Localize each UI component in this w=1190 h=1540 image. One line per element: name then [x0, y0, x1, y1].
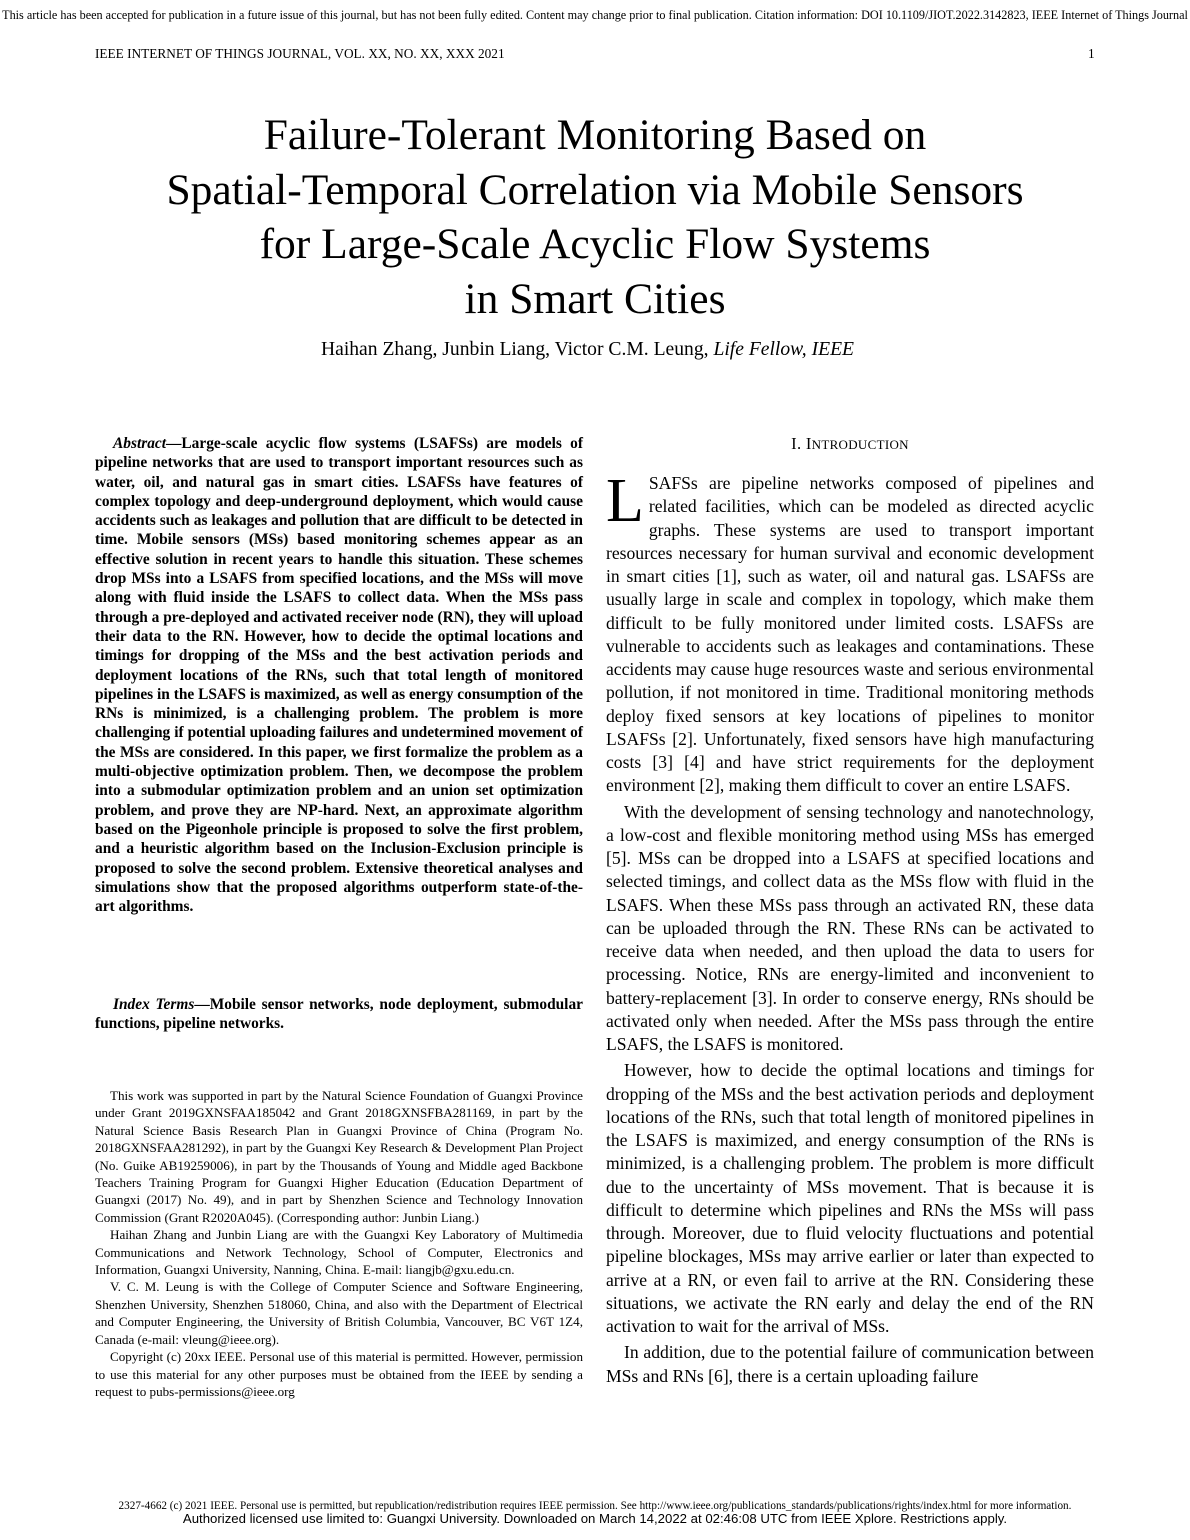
acceptance-notice: This article has been accepted for publication in a future issue of this journal, but has not been fully edited. Content may change prior to final publication. Citation information: DOI 10.1109/JIOT.2022.3142823, IEEE Internet of Things Journal: [2, 8, 1188, 22]
paper-title: [60, 108, 1130, 326]
abstract: [95, 434, 583, 916]
index-terms-label: Index Terms: [113, 996, 195, 1013]
paragraph: [606, 467, 1094, 798]
abstract-text: —Large-scale acyclic flow systems (LSAFSs) are models of pipeline networks that are used to transport important resources such as water, oil, and natural gas in smart cities. LSAFSs have features of complex topology and deep-underground deployment, which would cause accidents such as leakages and pollution that are difficult to be detected in time. Mobile sensors (MSs) based monitoring schemes appear as an effective solution in recent years to handle this situation. These schemes drop MSs into a LSAFS from specified locations, and the MSs will move along with fluid inside the LSAFS to collect data. When the MSs pass through a pre-deployed and activated receiver node (RN), they will upload their data to the RN. However, how to decide the optimal locations and timings for dropping of the MSs and the best activation periods and deployment locations of the RNs, such that total length of monitored pipelines in the LSAFS is maximized, as well as energy consumption of the RNs is minimized, is a challenging problem. The problem is more challenging if potential uploading failures and undetermined movement of the MSs are considered. In this paper, we first formalize the problem as a multi-objective optimization problem. Then, we decompose the problem into a submodular optimization problem and an union set optimization problem, and prove they are NP-hard. Next, an approximate algorithm based on the Pigeonhole principle is proposed to solve the first problem, and a heuristic algorithm based on the Inclusion-Exclusion principle is proposed to solve the second problem. Extensive theoretical analyses and simulations show that the proposed algorithms outperform state-of-the-art algorithms.: [95, 435, 583, 916]
author-list: [0, 339, 1175, 361]
funding-footnote: This work was supported in part by the Natural Science Foundation of Guangxi Province under Grant 2019GXNSFAA185042 and Grant 2018GXNSFBA281169, in part by the Natural Science Basis Research Plan in Guangxi Province of China (Program No. 2018GXNSFAA281292), in part by the Guangxi Key Research & Development Plan Project (No. Guike AB19259006), in part by the Thousands of Young and Middle aged Backbone Teachers Training Program for Guangxi Higher Education (Education Department of Guangxi (2017) No. 49), and in part by Shenzhen Science and Technology Innovation Commission (Grant R2020A045). (Corresponding author: Junbin Liang.): [95, 1088, 583, 1225]
index-terms-text: —Mobile sensor networks, node deployment, submodular functions, pipeline networks.: [95, 996, 583, 1033]
copyright-footnote: Copyright (c) 20xx IEEE. Personal use of this material is permitted. However, permission to use this material for any other purposes must be obtained from the IEEE by sending a request to pubs-permissions@ieee.org: [95, 1349, 583, 1399]
page-number: 1: [1088, 46, 1095, 61]
author-affiliation: Life Fellow, IEEE: [713, 339, 855, 360]
affiliation-footnote: V. C. M. Leung is with the College of Computer Science and Software Engineering, Shenzhen University, Shenzhen 518060, China, and also with the Department of Electrical and Computer Engineering, the University of British Columbia, Vancouver, BC V6T 1Z4, Canada (e-mail: vleung@ieee.org).: [95, 1279, 583, 1347]
paragraph: In addition, due to the potential failure of communication between MSs and RNs [6], there is a certain uploading failure: [606, 1342, 1094, 1386]
title-line: for Large-Scale Acyclic Flow Systems: [259, 220, 931, 268]
paragraph-text: SAFSs are pipeline networks composed of pipelines and related facilities, which can be modeled as directed acyclic graphs. These systems are used to transport important resources necessary for human survival and economic development in smart cities [1], such as water, oil and natural gas. LSAFSs are usually large in scale and complex in topology, which make them difficult to be fully monitored under limited costs. LSAFSs are vulnerable to accidents such as leakages and contaminations. These accidents may cause huge resources waste and serious environmental pollution, if not monitored in time. Traditional monitoring methods deploy fixed sensors at key locations of pipelines to monitor LSAFSs [2]. Unfortunately, fixed sensors have high manufacturing costs [3] [4] and have strict requirements for the deployment environment [2], making them difficult to cover an entire LSAFS.: [606, 473, 1094, 796]
section-initial: I: [805, 434, 812, 453]
license-line: Authorized licensed use limited to: Guangxi University. Downloaded on March 14,2022 at 02:46:08 UTC from IEEE Xplore. Restrictions apply.: [182, 1511, 1008, 1526]
drop-cap: L: [606, 467, 644, 535]
author-names: Haihan Zhang, Junbin Liang, Victor C.M. Leung,: [320, 339, 709, 360]
title-line: in Smart Cities: [464, 274, 726, 323]
copyright-notice: 2327-4662 (c) 2021 IEEE. Personal use is permitted, but republication/redistribution requires IEEE permission. See http://www.ieee.org/publications_standards/publications/rights/index.html for more information.: [118, 1500, 1072, 1512]
section-title-rest: NTRODUCTION: [811, 437, 909, 452]
paragraph: However, how to decide the optimal locations and timings for dropping of the MSs and the best activation periods and deployment locations of the RNs, such that total length of monitored pipelines in the LSAFS is maximized, and energy consumption of the RNs is minimized, is a challenging problem. The problem is more difficult due to the uncertainty of MSs movement. That is because it is difficult to determine which pipelines and RNs the MSs will pass through. Moreover, due to fluid velocity fluctuations and potential pipeline blockages, MSs may arrive earlier or later than expected to arrive at a RN, or even fail to arrive at the RN. Considering these situations, we activate the RN early and delay the end of the RN activation to wait for the arrival of MSs.: [606, 1060, 1094, 1336]
affiliation-footnote: Haihan Zhang and Junbin Liang are with the Guangxi Key Laboratory of Multimedia Communications and Network Technology, School of Computer, Electronics and Information, Guangxi University, Nanning, China. E-mail: liangjb@gxu.edu.cn.: [95, 1227, 583, 1278]
footnotes: [95, 1087, 583, 1400]
index-terms: [95, 995, 583, 1034]
abstract-label: Abstract: [113, 435, 167, 452]
paragraph: With the development of sensing technology and nanotechnology, a low-cost and flexible monitoring method using MSs has emerged [5]. MSs can be dropped into a LSAFS at specified locations and selected timings, and collect data as the MSs flow with fluid in the LSAFS. When these MSs pass through an activated RN, these data can be uploaded through the RN. These RNs can be activated to receive data when needed, and then upload the data to users for processing. Notice, RNs are energy-limited and inconvenient to battery-replacement [3]. In order to conserve energy, RNs should be activated only when needed. After the MSs pass through the entire LSAFS, the LSAFS is monitored.: [606, 801, 1094, 1054]
section-heading: [606, 434, 1094, 454]
title-line: Spatial-Temporal Correlation via Mobile Sensors: [166, 165, 1024, 214]
title-line: Failure-Tolerant Monitoring Based on: [263, 111, 927, 159]
section-number: I.: [791, 434, 802, 453]
introduction-body: [606, 467, 1094, 1391]
running-head: IEEE INTERNET OF THINGS JOURNAL, VOL. XX, NO. XX, XXX 2021: [95, 46, 505, 61]
